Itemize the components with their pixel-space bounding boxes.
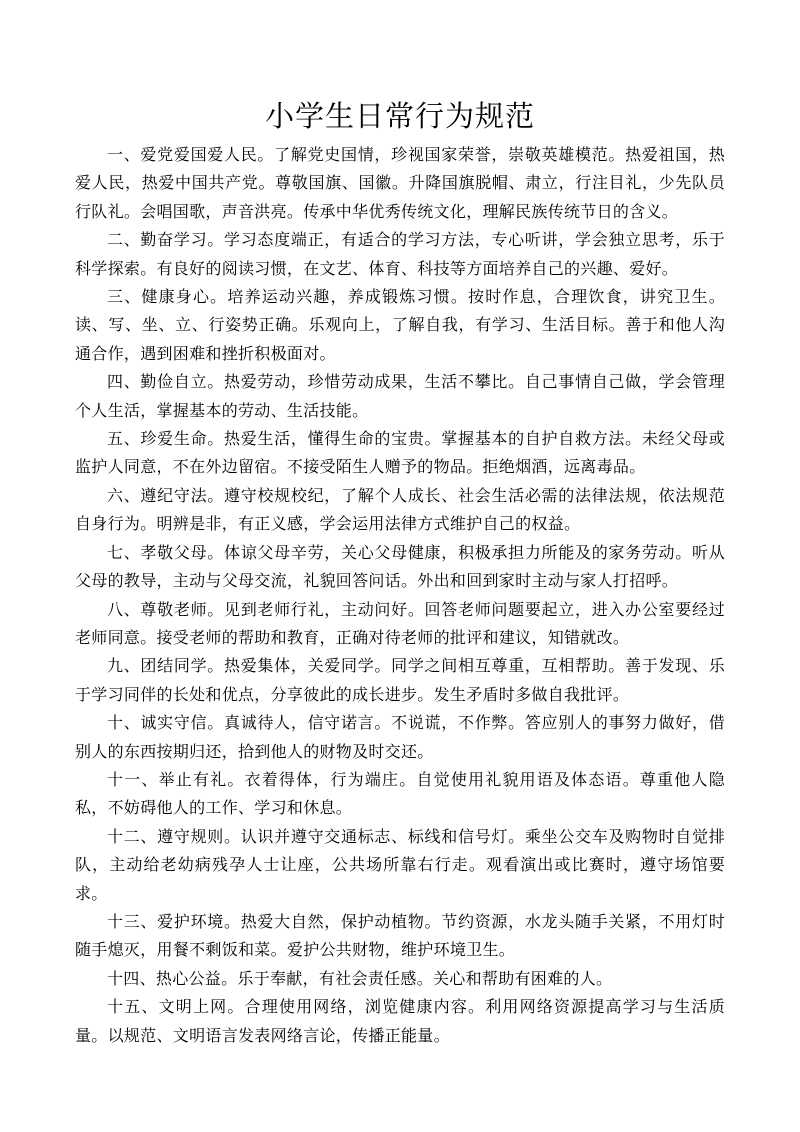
paragraph-2: 二、勤奋学习。学习态度端正，有适合的学习方法，专心听讲，学会独立思考，乐于科学探索。有良好的阅读习惯，在文艺、体育、科技等方面培养自己的兴趣、爱好。 — [75, 230, 725, 278]
paragraph-8: 八、尊敬老师。见到老师行礼，主动问好。回答老师问题要起立，进入办公室要经过老师同意。接受老师的帮助和教育，正确对待老师的批评和建议，知错就改。 — [75, 599, 725, 647]
page-title: 小学生日常行为规范 — [264, 99, 535, 133]
paragraph-4: 四、勤俭自立。热爱劳动，珍惜劳动成果，生活不攀比。自己事情自己做，学会管理个人生活，掌握基本的劳动、生活技能。 — [75, 372, 725, 420]
paragraph-10: 十、诚实守信。真诚待人，信守诺言。不说谎，不作弊。答应别人的事努力做好，借别人的东西按期归还，拾到他人的财物及时交还。 — [75, 713, 725, 761]
paragraph-6: 六、遵纪守法。遵守校规校纪，了解个人成长、社会生活必需的法律法规，依法规范自身行为。明辨是非，有正义感，学会运用法律方式维护自己的权益。 — [75, 485, 725, 534]
paragraph-12: 十二、遵守规则。认识并遵守交通标志、标线和信号灯。乘坐公交车及购物时自觉排队，主动给老幼病残孕人士让座，公共场所靠右行走。观看演出或比赛时，遵守场馆要求。 — [75, 826, 725, 903]
paragraph-15: 十五、文明上网。合理使用网络，浏览健康内容。利用网络资源提高学习与生活质量。以规范、文明语言发表网络言论，传播正能量。 — [75, 997, 725, 1045]
paragraph-5: 五、珍爱生命。热爱生活，懂得生命的宝贵。掌握基本的自护自救方法。未经父母或监护人同意，不在外边留宿。不接受陌生人赠予的物品。拒绝烟酒，远离毒品。 — [75, 429, 725, 477]
paragraph-9: 九、团结同学。热爱集体，关爱同学。同学之间相互尊重，互相帮助。善于发现、乐于学习同伴的长处和优点，分享彼此的成长进步。发生矛盾时多做自我批评。 — [75, 656, 725, 704]
paragraph-14: 十四、热心公益。乐于奉献，有社会责任感。关心和帮助有困难的人。 — [107, 968, 613, 988]
paragraph-11: 十一、举止有礼。衣着得体，行为端庄。自觉使用礼貌用语及体态语。尊重他人隐私，不妨碍他人的工作、学习和休息。 — [75, 769, 725, 818]
paragraph-3: 三、健康身心。培养运动兴趣，养成锻炼习惯。按时作息，合理饮食，讲究卫生。读、写、坐、立、行姿势正确。乐观向上，了解自我，有学习、生活目标。善于和他人沟通合作，遇到困难和挫折积极面对。 — [75, 287, 725, 363]
document-body — [75, 141, 725, 1050]
paragraph-13: 十三、爱护环境。热爱大自然，保护动植物。节约资源，水龙头随手关紧，不用灯时随手熄灭，用餐不剩饭和菜。爱护公共财物，维护环境卫生。 — [75, 911, 725, 960]
paragraph-1: 一、爱党爱国爱人民。了解党史国情，珍视国家荣誉，崇敬英雄模范。热爱祖国，热爱人民，热爱中国共产党。尊敬国旗、国徽。升降国旗脱帽、肃立，行注目礼，少先队员行队礼。会唱国歌，声音洪亮。传承中华优秀传统文化，理解民族传统节日的含义。 — [75, 145, 725, 221]
paragraph-7: 七、孝敬父母。体谅父母辛劳，关心父母健康，积极承担力所能及的家务劳动。听从父母的教导，主动与父母交流，礼貌回答问话。外出和回到家时主动与家人打招呼。 — [75, 542, 725, 591]
